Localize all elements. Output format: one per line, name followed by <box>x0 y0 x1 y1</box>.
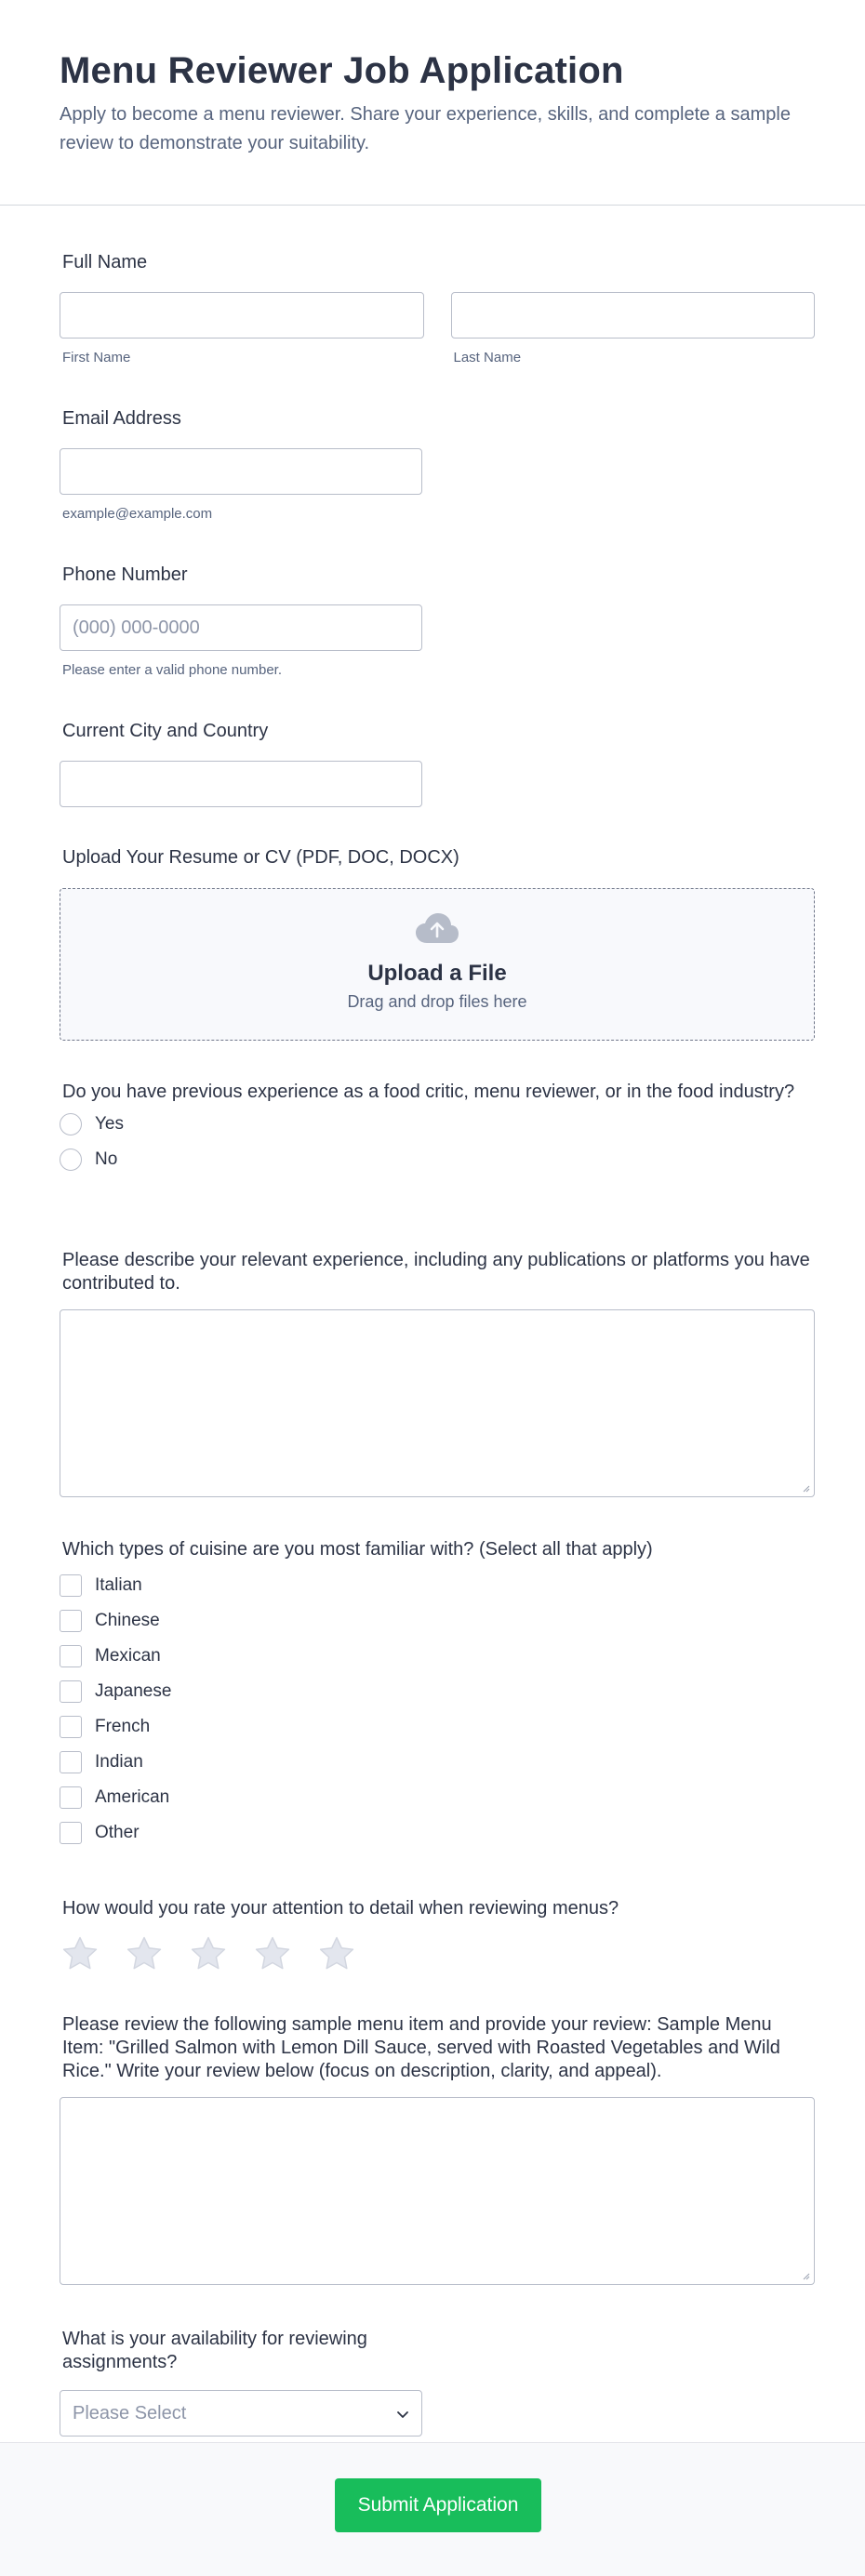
submit-button[interactable]: Submit Application <box>335 2478 541 2532</box>
checkbox-american[interactable] <box>60 1786 82 1809</box>
checkbox-option-italian[interactable] <box>60 1568 815 1603</box>
star-icon[interactable] <box>188 1933 229 1974</box>
radio-option-yes[interactable] <box>60 1107 815 1142</box>
upload-field <box>60 846 815 1041</box>
experience-field <box>60 1081 815 1177</box>
checkbox-french[interactable] <box>60 1716 82 1738</box>
availability-label: What is your availability for reviewing assignments? <box>62 2329 367 2372</box>
city-input[interactable] <box>60 761 422 807</box>
last-name-input[interactable] <box>451 292 816 339</box>
checkbox-label: French <box>95 1717 151 1736</box>
rating-label: How would you rate your attention to detail when reviewing menus? <box>62 1898 619 1919</box>
last-name-sublabel: Last Name <box>453 350 522 365</box>
cuisine-label: Which types of cuisine are you most familiar with? (Select all that apply) <box>62 1539 653 1560</box>
phone-label: Phone Number <box>62 564 188 585</box>
checkbox-label: Japanese <box>95 1681 172 1701</box>
checkbox-label: American <box>95 1787 170 1807</box>
phone-placeholder: (000) 000-0000 <box>73 617 200 638</box>
city-field <box>60 720 424 807</box>
checkbox-label: Chinese <box>95 1611 160 1630</box>
checkbox-indian[interactable] <box>60 1751 82 1773</box>
radio-option-no[interactable] <box>60 1142 815 1177</box>
describe-label: Please describe your relevant experience, including any publications or platforms you have contributed to. <box>62 1250 810 1294</box>
checkbox-option-indian[interactable] <box>60 1745 815 1780</box>
radio-no-label: No <box>95 1149 118 1169</box>
availability-field <box>60 2328 424 2437</box>
describe-textarea[interactable] <box>60 1309 815 1497</box>
cloud-upload-icon <box>415 911 459 945</box>
phone-input[interactable] <box>60 604 422 651</box>
checkbox-label: Indian <box>95 1752 143 1772</box>
checkbox-italian[interactable] <box>60 1574 82 1597</box>
describe-field <box>60 1249 815 1497</box>
experience-label: Do you have previous experience as a food critic, menu reviewer, or in the food industry? <box>62 1082 795 1102</box>
phone-field <box>60 564 424 678</box>
checkbox-chinese[interactable] <box>60 1610 82 1632</box>
sample-review-textarea[interactable] <box>60 2097 815 2285</box>
page-title: Menu Reviewer Job Application <box>60 50 624 91</box>
availability-select[interactable] <box>60 2390 422 2437</box>
upload-title: Upload a File <box>367 961 507 986</box>
star-icon[interactable] <box>60 1933 100 1974</box>
email-field <box>60 407 424 522</box>
resize-grip-icon[interactable] <box>801 2271 810 2280</box>
sample-review-label: Please review the following sample menu item and provide your review: Sample Menu Item: "Grilled Salmon with Lemon Dill Sauce, served with Roasted Vegetables and Wild Rice." Write your review below (focus on description, clarity, and appeal). <box>62 2014 780 2081</box>
checkbox-option-japanese[interactable] <box>60 1674 815 1709</box>
star-icon[interactable] <box>252 1933 293 1974</box>
first-name-input[interactable] <box>60 292 424 339</box>
star-icon[interactable] <box>316 1933 357 1974</box>
email-label: Email Address <box>62 408 181 429</box>
checkbox-label: Mexican <box>95 1646 161 1666</box>
radio-yes[interactable] <box>60 1113 82 1135</box>
upload-label: Upload Your Resume or CV (PDF, DOC, DOCX) <box>62 847 459 868</box>
full-name-field <box>60 251 815 365</box>
checkbox-label: Other <box>95 1823 140 1842</box>
rating-field <box>60 1897 815 1974</box>
sample-review-field <box>60 2013 815 2285</box>
cuisine-field <box>60 1538 815 1851</box>
email-input[interactable] <box>60 448 422 495</box>
checkbox-mexican[interactable] <box>60 1645 82 1667</box>
checkbox-other[interactable] <box>60 1822 82 1844</box>
checkbox-option-mexican[interactable] <box>60 1639 815 1674</box>
checkbox-japanese[interactable] <box>60 1680 82 1703</box>
checkbox-option-other[interactable] <box>60 1815 815 1851</box>
checkbox-option-american[interactable] <box>60 1780 815 1815</box>
city-label: Current City and Country <box>62 721 269 741</box>
first-name-sublabel: First Name <box>62 350 131 365</box>
resize-grip-icon[interactable] <box>801 1483 810 1493</box>
star-icon[interactable] <box>124 1933 165 1974</box>
form-footer <box>0 2442 865 2576</box>
radio-yes-label: Yes <box>95 1114 124 1134</box>
page-subtitle: Apply to become a menu reviewer. Share your experience, skills, and complete a sample review to demonstrate your suitability. <box>60 104 791 153</box>
phone-sublabel: Please enter a valid phone number. <box>62 662 282 678</box>
full-name-label: Full Name <box>62 252 148 272</box>
form-header <box>0 0 865 206</box>
checkbox-label: Italian <box>95 1575 142 1595</box>
availability-placeholder: Please Select <box>73 2403 187 2423</box>
checkbox-option-chinese[interactable] <box>60 1603 815 1639</box>
checkbox-option-french[interactable] <box>60 1709 815 1745</box>
chevron-down-icon <box>395 2407 410 2422</box>
radio-no[interactable] <box>60 1149 82 1171</box>
upload-hint: Drag and drop files here <box>347 992 527 1011</box>
star-rating <box>60 1933 815 1974</box>
email-sublabel: example@example.com <box>62 506 213 522</box>
upload-dropzone[interactable] <box>60 888 815 1041</box>
